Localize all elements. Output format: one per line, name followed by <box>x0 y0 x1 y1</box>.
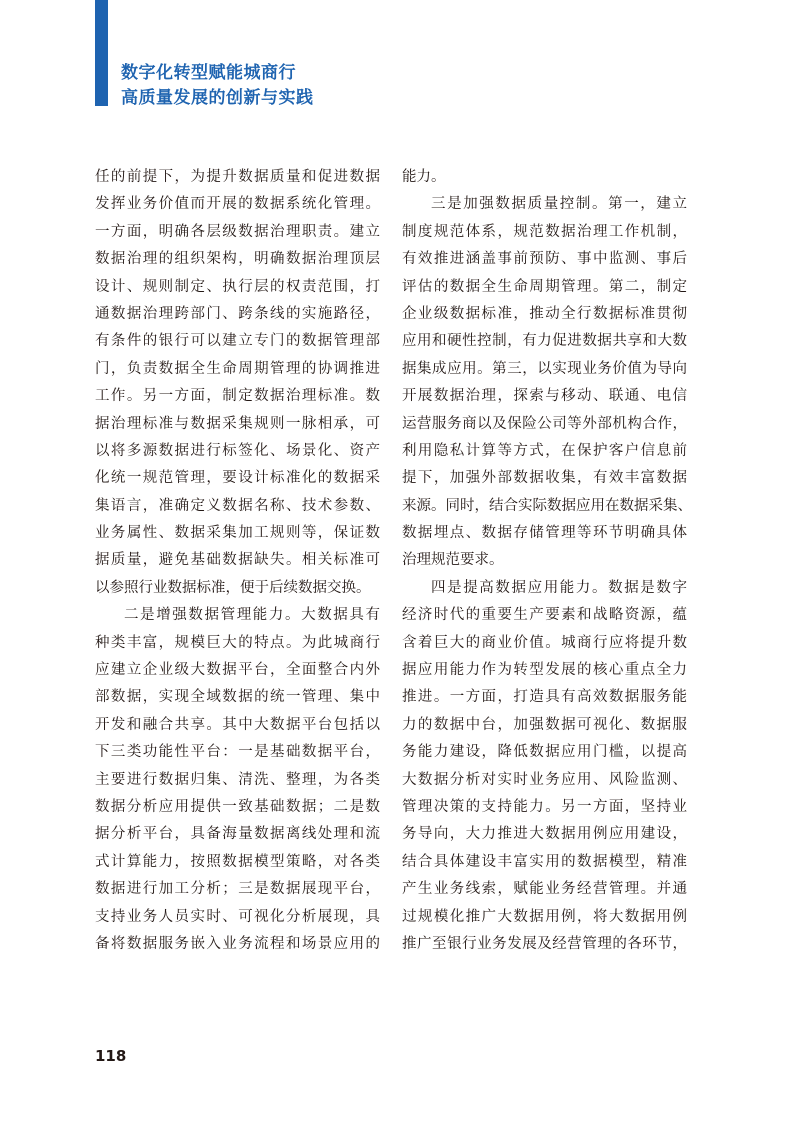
text-line: 结合具体建设丰富实用的数据模型，精准 <box>402 853 687 870</box>
text-line: 数据治理的组织架构，明确数据治理顶层 <box>95 251 380 268</box>
page-number: 118 <box>95 1047 127 1065</box>
text-line: 务导向，大力推进大数据用例应用建设， <box>402 826 687 843</box>
text-line: 主要进行数据归集、清洗、整理，为各类 <box>95 771 380 788</box>
text-line: 数据进行加工分析；三是数据展现平台， <box>95 881 380 898</box>
text-line: 式计算能力，按照数据模型策略，对各类 <box>95 853 380 870</box>
text-line: 推进。一方面，打造具有高效数据服务能 <box>402 689 687 706</box>
text-line: 经济时代的重要生产要素和战略资源，蕴 <box>402 607 687 624</box>
text-line: 能力。 <box>402 169 446 185</box>
text-line: 产生业务线索，赋能业务经营管理。并通 <box>402 881 687 898</box>
text-line: 备将数据服务嵌入业务流程和场景应用的 <box>95 935 380 952</box>
header-accent-bar <box>95 0 108 106</box>
text-line: 以将多源数据进行标签化、场景化、资产 <box>95 442 380 459</box>
text-line: 据应用能力作为转型发展的核心重点全力 <box>402 662 687 679</box>
text-line: 评估的数据全生命周期管理。第二，制定 <box>402 278 687 295</box>
text-line: 开发和融合共享。其中大数据平台包括以 <box>95 716 380 733</box>
text-line: 发挥业务价值而开展的数据系统化管理。 <box>95 196 380 213</box>
left-text-column <box>95 164 380 958</box>
text-line: 提下，加强外部数据收集，有效丰富数据 <box>402 470 687 487</box>
text-line: 运营服务商以及保险公司等外部机构合作， <box>402 415 687 432</box>
text-line: 企业级数据标准，推动全行数据标准贯彻 <box>402 305 687 322</box>
text-line: 设计、规则制定、执行层的权责范围，打 <box>95 278 380 295</box>
text-line: 支持业务人员实时、可视化分析展现，具 <box>95 908 380 925</box>
text-line: 数据埋点、数据存储管理等环节明确具体 <box>402 525 687 542</box>
running-header <box>121 61 314 111</box>
text-line: 来源。同时，结合实际数据应用在数据采集、 <box>402 497 692 514</box>
text-line: 开展数据治理，探索与移动、联通、电信 <box>402 388 687 405</box>
text-line: 一方面，明确各层级数据治理职责。建立 <box>95 223 380 240</box>
paragraph-start-line: 二是增强数据管理能力。大数据具有 <box>124 607 380 624</box>
text-line: 据质量，避免基础数据缺失。相关标准可 <box>95 552 380 569</box>
text-line: 大数据分析对实时业务应用、风险监测、 <box>402 771 687 788</box>
text-line: 治理规范要求。 <box>402 552 504 569</box>
text-line: 有条件的银行可以建立专门的数据管理部 <box>95 333 380 350</box>
text-line: 应建立企业级大数据平台，全面整合内外 <box>95 662 380 679</box>
text-line: 务能力建设，降低数据应用门槛，以提高 <box>402 744 687 761</box>
text-line: 部数据，实现全域数据的统一管理、集中 <box>95 689 380 706</box>
text-line: 制度规范体系，规范数据治理工作机制， <box>402 223 687 240</box>
text-line: 据分析平台，具备海量数据离线处理和流 <box>95 826 380 843</box>
text-line: 以参照行业数据标准，便于后续数据交换。 <box>95 579 371 596</box>
text-line: 应用和硬性控制，有力促进数据共享和大数 <box>402 333 687 350</box>
text-line: 据集成应用。第三，以实现业务价值为导向 <box>402 360 687 377</box>
text-line: 含着巨大的商业价值。城商行应将提升数 <box>402 634 687 651</box>
text-line: 力的数据中台，加强数据可视化、数据服 <box>402 716 687 733</box>
text-line: 集语言，准确定义数据名称、技术参数、 <box>95 497 380 514</box>
text-line: 利用隐私计算等方式，在保护客户信息前 <box>402 442 687 459</box>
text-line: 通数据治理跨部门、跨条线的实施路径， <box>95 305 380 322</box>
text-line: 数据分析应用提供一致基础数据；二是数 <box>95 798 380 815</box>
text-line: 门，负责数据全生命周期管理的协调推进 <box>95 360 380 377</box>
right-text-column <box>402 164 692 958</box>
text-line: 化统一规范管理，要设计标准化的数据采 <box>95 470 380 487</box>
text-line: 过规模化推广大数据用例，将大数据用例 <box>402 908 687 925</box>
header-title-line-2: 高质量发展的创新与实践 <box>121 88 314 108</box>
header-title-line-1: 数字化转型赋能城商行 <box>121 63 296 83</box>
text-line: 种类丰富，规模巨大的特点。为此城商行 <box>95 634 380 651</box>
text-line: 管理决策的支持能力。另一方面，坚持业 <box>402 798 687 815</box>
paragraph-start-line: 四是提高数据应用能力。数据是数字 <box>431 579 687 596</box>
text-line: 有效推进涵盖事前预防、事中监测、事后 <box>402 251 687 268</box>
text-line: 业务属性、数据采集加工规则等，保证数 <box>95 525 380 542</box>
text-line: 下三类功能性平台：一是基础数据平台， <box>95 744 380 761</box>
text-line: 推广至银行业务发展及经营管理的各环节， <box>402 935 687 952</box>
text-line: 据治理标准与数据采集规则一脉相承，可 <box>95 415 380 432</box>
text-line: 任的前提下，为提升数据质量和促进数据 <box>95 169 380 185</box>
paragraph-start-line: 三是加强数据质量控制。第一，建立 <box>431 196 687 213</box>
text-line: 工作。另一方面，制定数据治理标准。数 <box>95 388 380 405</box>
